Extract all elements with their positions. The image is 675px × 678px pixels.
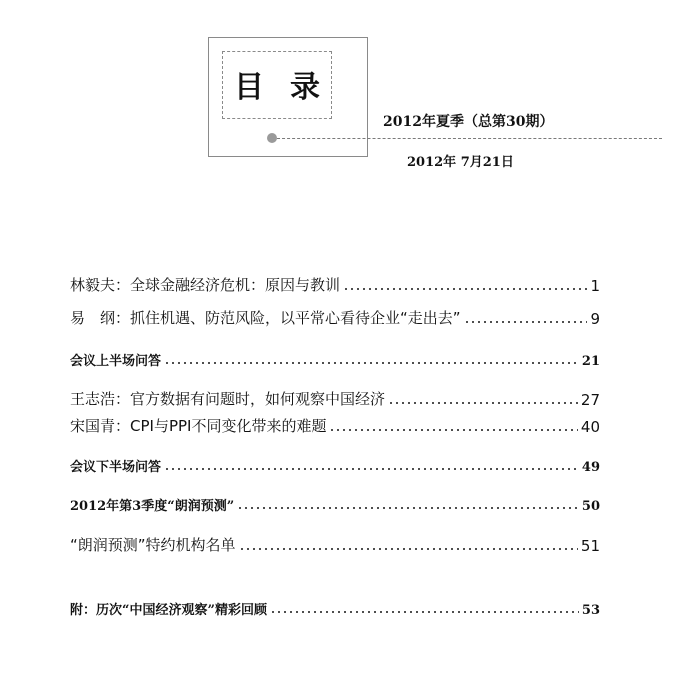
toc-entry-page: 49 xyxy=(581,460,600,475)
toc-entry[interactable] xyxy=(70,596,600,618)
toc-entry-page: 40 xyxy=(580,418,600,436)
toc-entry-title: 易 纲：抓住机遇、防范风险，以平常心看待企业“走出去” xyxy=(70,309,461,327)
toc-entry-page: 27 xyxy=(580,391,600,409)
toc-entry[interactable] xyxy=(70,453,600,475)
toc-entry[interactable] xyxy=(70,273,600,295)
dashed-divider xyxy=(272,138,662,139)
page-title: 目录 xyxy=(234,70,346,105)
toc-entry-page: 1 xyxy=(590,277,600,295)
toc-entry[interactable] xyxy=(70,347,600,369)
toc-entry-title: 王志浩：官方数据有问题时，如何观察中国经济 xyxy=(70,390,386,408)
toc-leader-dots xyxy=(343,287,587,291)
toc-leader-dots xyxy=(388,401,578,405)
toc-leader-dots xyxy=(329,428,577,432)
toc-entry-title: 附：历次“中国经济观察”精彩回顾 xyxy=(70,603,267,618)
toc-leader-dots xyxy=(464,320,588,324)
toc-leader-dots xyxy=(239,547,578,551)
toc-entry[interactable] xyxy=(70,306,600,328)
toc-entry-page: 21 xyxy=(581,354,600,369)
toc-entry[interactable] xyxy=(70,492,600,514)
toc-leader-dots xyxy=(164,467,579,471)
toc-entry-title: “朗润预测”特约机构名单 xyxy=(70,536,236,554)
toc-entry-title: 会议上半场问答 xyxy=(70,354,162,369)
issue-label: 2012年夏季（总第30期） xyxy=(383,114,554,130)
toc-entry[interactable] xyxy=(70,387,600,409)
toc-leader-dots xyxy=(237,506,579,510)
bullet-dot-icon xyxy=(267,133,277,143)
toc-leader-dots xyxy=(164,361,579,365)
toc-entry-title: 会议下半场问答 xyxy=(70,460,162,475)
toc-entry-title: 林毅夫：全球金融经济危机：原因与教训 xyxy=(70,276,341,294)
toc-entry-page: 51 xyxy=(580,537,600,555)
toc-leader-dots xyxy=(270,610,579,614)
toc-entry-page: 50 xyxy=(581,499,600,514)
toc-entry[interactable] xyxy=(70,533,600,555)
toc-entry[interactable] xyxy=(70,414,600,436)
toc-entry-title: 2012年第3季度“朗润预测” xyxy=(70,499,235,514)
toc-entry-page: 9 xyxy=(590,310,600,328)
toc-entry-page: 53 xyxy=(581,603,600,618)
toc-entry-title: 宋国青：CPI与PPI不同变化带来的难题 xyxy=(70,417,327,435)
issue-date: 2012年 7月21日 xyxy=(407,155,514,170)
